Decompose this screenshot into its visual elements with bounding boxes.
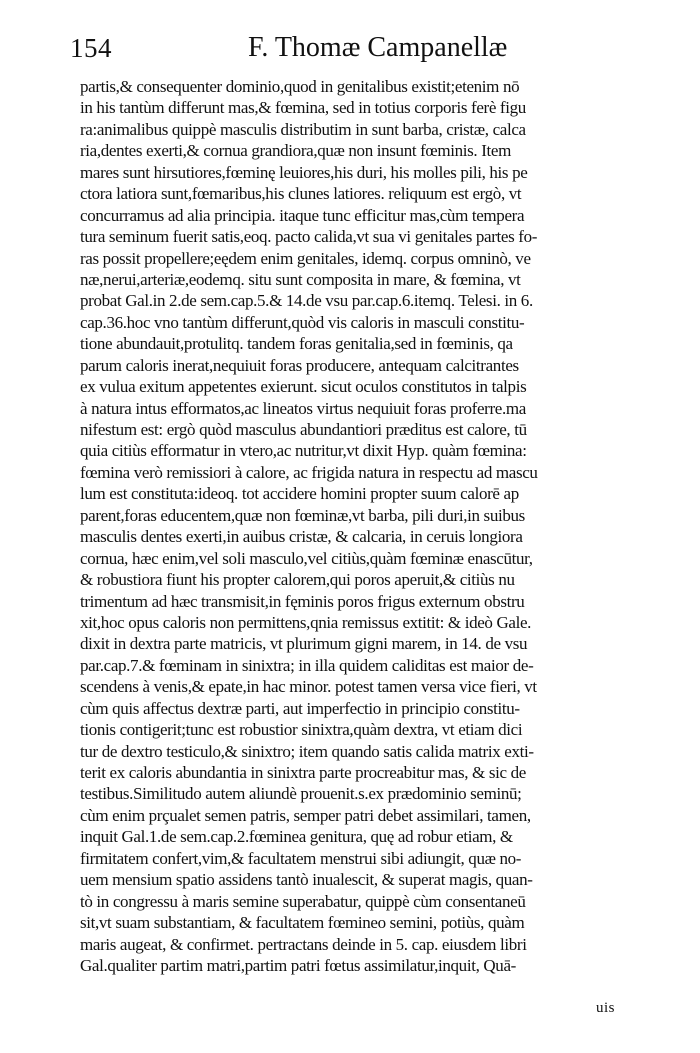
text-line: ria,dentes exerti,& cornua grandiora,quæ non insunt fœminis. Item: [80, 141, 511, 161]
text-line: parent,foras educentem,quæ non fœminæ,vt barba, pili duri,in suibus: [80, 505, 525, 525]
running-title: F. Thomæ Campanellæ: [248, 32, 508, 63]
text-line: nifestum est: ergò quòd masculus abundantiori præditus est calore, tū: [80, 420, 527, 439]
text-line: dixit in dextra parte matricis, vt plurimum gigni marem, in 14. de vsu: [80, 634, 528, 654]
text-line: mares sunt hirsutiores,fœminę leuiores,his duri, his molles pili, his pe: [80, 162, 528, 182]
text-line: tò in congressu à maris semine superabatur, quippè cùm consentaneū: [80, 891, 526, 911]
text-line: quia citiùs efformatur in vtero,ac nutritur,vt dixit Hyp. quàm fœmina:: [80, 441, 527, 461]
text-line: inquit Gal.1.de sem.cap.2.fœminea genitura, quę ad robur etiam, &: [80, 827, 513, 847]
text-line: tione abundauit,protulitq. tandem foras genitalia,sed in fœminis, qa: [80, 334, 513, 354]
text-line: à natura intus efformatos,ac lineatos virtus nequiuit foras proferre.ma: [80, 398, 526, 418]
text-line: sit,vt suam substantiam, & facultatem fœmineo semini, potiùs, quàm: [80, 913, 525, 933]
page-header: [70, 30, 650, 66]
text-line: in his tantùm differunt mas,& fœmina, sed in totius corporis ferè figu: [80, 98, 526, 118]
text-line: Gal.qualiter partim matri,partim patri fœtus assimilatur,inquit, Quā-: [80, 955, 516, 975]
catchword: uis: [596, 1000, 616, 1016]
text-line: trimentum ad hæc transmisit,in fęminis poros frigus externum obstru: [80, 591, 525, 611]
text-line: maris augeat, & confirmet. pertractans deinde in 5. cap. eiusdem libri: [80, 934, 527, 954]
text-line: parum caloris inerat,nequiuit foras producere, antequam calcitrantes: [80, 355, 519, 375]
text-line: cornua, hæc enim,vel soli masculo,vel citiùs,quàm fœminæ enascūtur,: [80, 548, 533, 568]
text-line: ra:animalibus quippè masculis distributim in sunt barba, cristæ, calca: [80, 119, 526, 139]
text-line: xit,hoc opus caloris non permittens,qnia remissus extitit: & ideò Gale.: [80, 612, 532, 632]
text-line: probat Gal.in 2.de sem.cap.5.& 14.de vsu par.cap.6.itemq. Telesi. in 6.: [80, 291, 533, 311]
text-line: concurramus ad alia principia. itaque tunc efficitur mas,cùm tempera: [80, 205, 525, 225]
text-line: cùm quis affectus dextræ parti, aut imperfectio in principio constitu-: [80, 698, 520, 718]
text-line: fœmina verò remissiori à calore, ac frigida natura in respectu ad mascu: [80, 462, 538, 482]
text-line: partis,& consequenter dominio,quod in genitalibus existit;etenim nō: [80, 77, 520, 96]
text-line: cùm enim prçualet semen patris, semper patri debet assimilari, tamen,: [80, 805, 531, 825]
text-line: tur de dextro testiculo,& sinixtro; item quando satis calida matrix exti-: [80, 741, 534, 761]
text-line: scendens à venis,& epate,in hac minor. potest tamen versa vice fieri, vt: [80, 677, 537, 697]
text-line: firmitatem confert,vim,& facultatem menstrui sibi adiungit, quæ no-: [80, 848, 522, 868]
text-line: cap.36.hoc vno tantùm differunt,quòd vis caloris in masculi constitu-: [80, 312, 525, 332]
text-line: ras possit propellere;eędem enim genitales, idemq. corpus omninò, ve: [80, 248, 531, 268]
text-line: uem mensium spatio assidens tantò inualescit, & superat magis, quan-: [80, 870, 533, 890]
text-line: ctora latiora sunt,fœmaribus,his clunes latiores. reliquum est ergò, vt: [80, 184, 522, 204]
text-line: par.cap.7.& fœminam in sinixtra; in illa quidem caliditas est maior de-: [80, 655, 534, 675]
text-line: & robustiora fiunt his propter calorem,qui poros aperuit,& citiùs nu: [80, 570, 515, 590]
text-line: næ,nerui,arteriæ,eodemq. situ sunt composita in mare, & fœmina, vt: [80, 269, 521, 289]
text-line: testibus.Similitudo autem aliundè prouenit.s.ex prædominio seminū;: [80, 784, 522, 804]
text-line: ex vulua exitum appetentes exierunt. sicut oculos constitutos in talpis: [80, 377, 527, 397]
text-line: tura seminum fuerit satis,eoq. pacto calida,vt sua vi genitales partes fo-: [80, 227, 538, 247]
page-number: 154: [70, 33, 112, 63]
text-line: masculis dentes exerti,in auibus cristæ, & calcaria, in ceruis longiora: [80, 527, 523, 547]
text-line: lum est constituta:ideoq. tot accidere homini propter suum calorē ap: [80, 484, 519, 504]
text-line: terit ex caloris abundantia in sinixtra parte procreabitur mas, & sic de: [80, 763, 526, 782]
body-text: [80, 76, 655, 976]
text-line: tionis contigerit;tunc est robustior sinixtra,quàm dextra, vt etiam dici: [80, 720, 523, 740]
